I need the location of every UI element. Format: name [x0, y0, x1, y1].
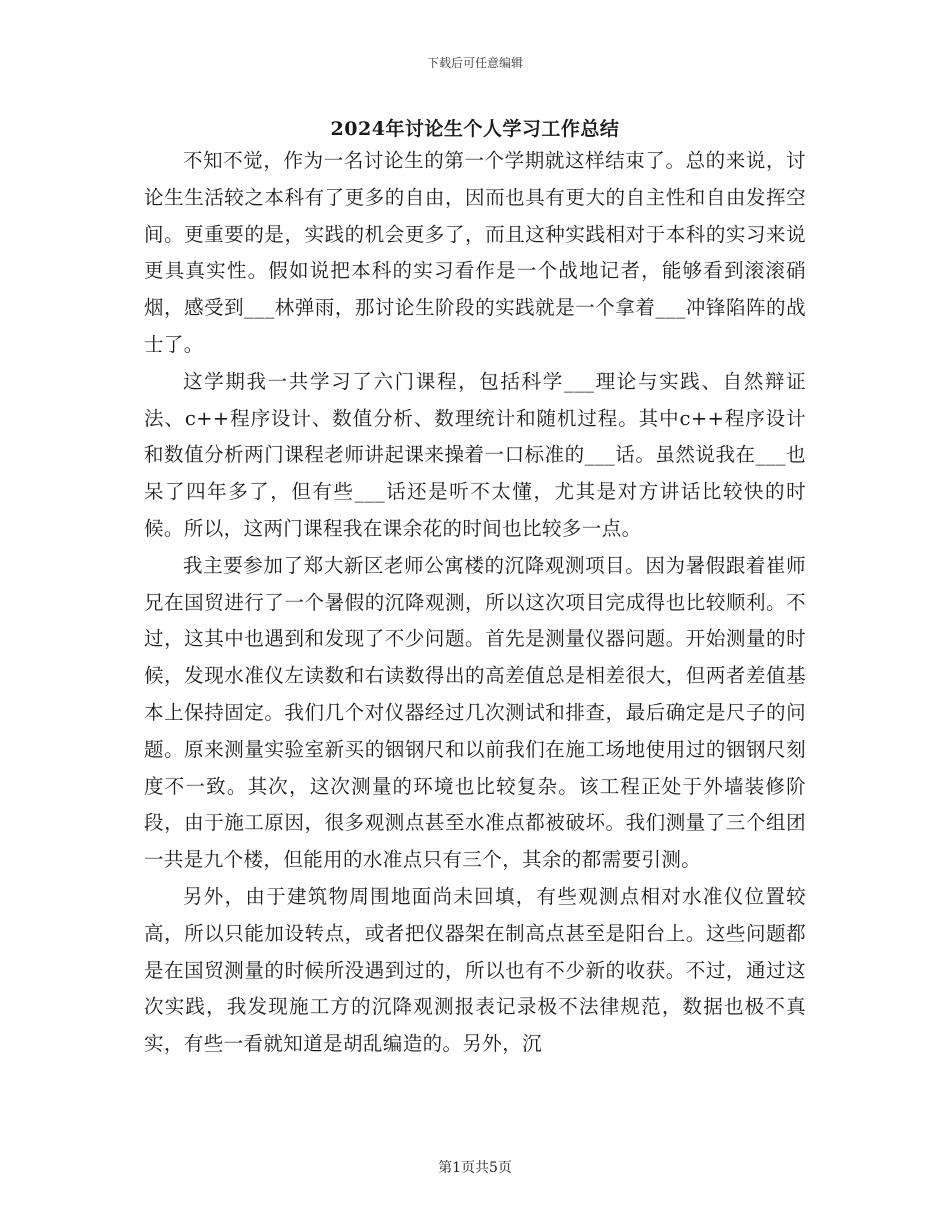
paragraph-3: 我主要参加了郑大新区老师公寓楼的沉降观测项目。因为暑假跟着崔师兄在国贸进行了一个暑假的沉降观测，所以这次项目完成得也比较顺利。不过，这其中也遇到和发现了不少问题。首先是测量仪器问题。开始测量的时候，发现水准仪左读数和右读数得出的高差值总是相差很大，但两者差值基本上保持固定。我们几个对仪器经过几次测试和排查，最后确定是尺子的问题。原来测量实验室新买的铟钢尺和以前我们在施工场地使用过的铟钢尺刻度不一致。其次，这次测量的环境也比较复杂。该工程正处于外墙装修阶段，由于施工原因，很多观测点甚至水准点都被破坏。我们测量了三个组团一共是九个楼，但能用的水准点只有三个，其余的都需要引测。	[144, 553, 806, 872]
paragraph-1: 不知不觉，作为一名讨论生的第一个学期就这样结束了。总的来说，讨论生生活较之本科有了更多的自由，因而也具有更大的自主性和自由发挥空间。更重要的是，实践的机会更多了，而且这种实践相对于本科的实习来说更具真实性。假如说把本科的实习看作是一个战地记者，能够看到滚滚硝烟，感受到___林弹雨，那讨论生阶段的实践就是一个拿着___冲锋陷阵的战士了。	[144, 149, 806, 356]
paragraph-4: 另外，由于建筑物周围地面尚未回填，有些观测点相对水准仪位置较高，所以只能加设转点，或者把仪器架在制高点甚至是阳台上。这些问题都是在国贸测量的时候所没遇到过的，所以也有不少新的收获。不过，通过这次实践，我发现施工方的沉降观测报表记录极不法律规范，数据也极不真实，有些一看就知道是胡乱编造的。另外，沉	[144, 884, 806, 1056]
header-note: 下载后可任意编辑	[426, 56, 523, 70]
page-number: 第1页共5页	[438, 1160, 512, 1176]
document-title: 2024年讨论生个人学习工作总结	[330, 118, 620, 140]
paragraph-2: 这学期我一共学习了六门课程，包括科学___理论与实践、自然辩证法、c++程序设计、数值分析、数理统计和随机过程。其中c++程序设计和数值分析两门课程老师讲起课来操着一口标准的___话。虽然说我在___也呆了四年多了，但有些___话还是听不太懂，尤其是对方讲话比较快的时候。所以，这两门课程我在课余花的时间也比较多一点。	[144, 369, 806, 540]
document-body	[144, 143, 806, 1063]
